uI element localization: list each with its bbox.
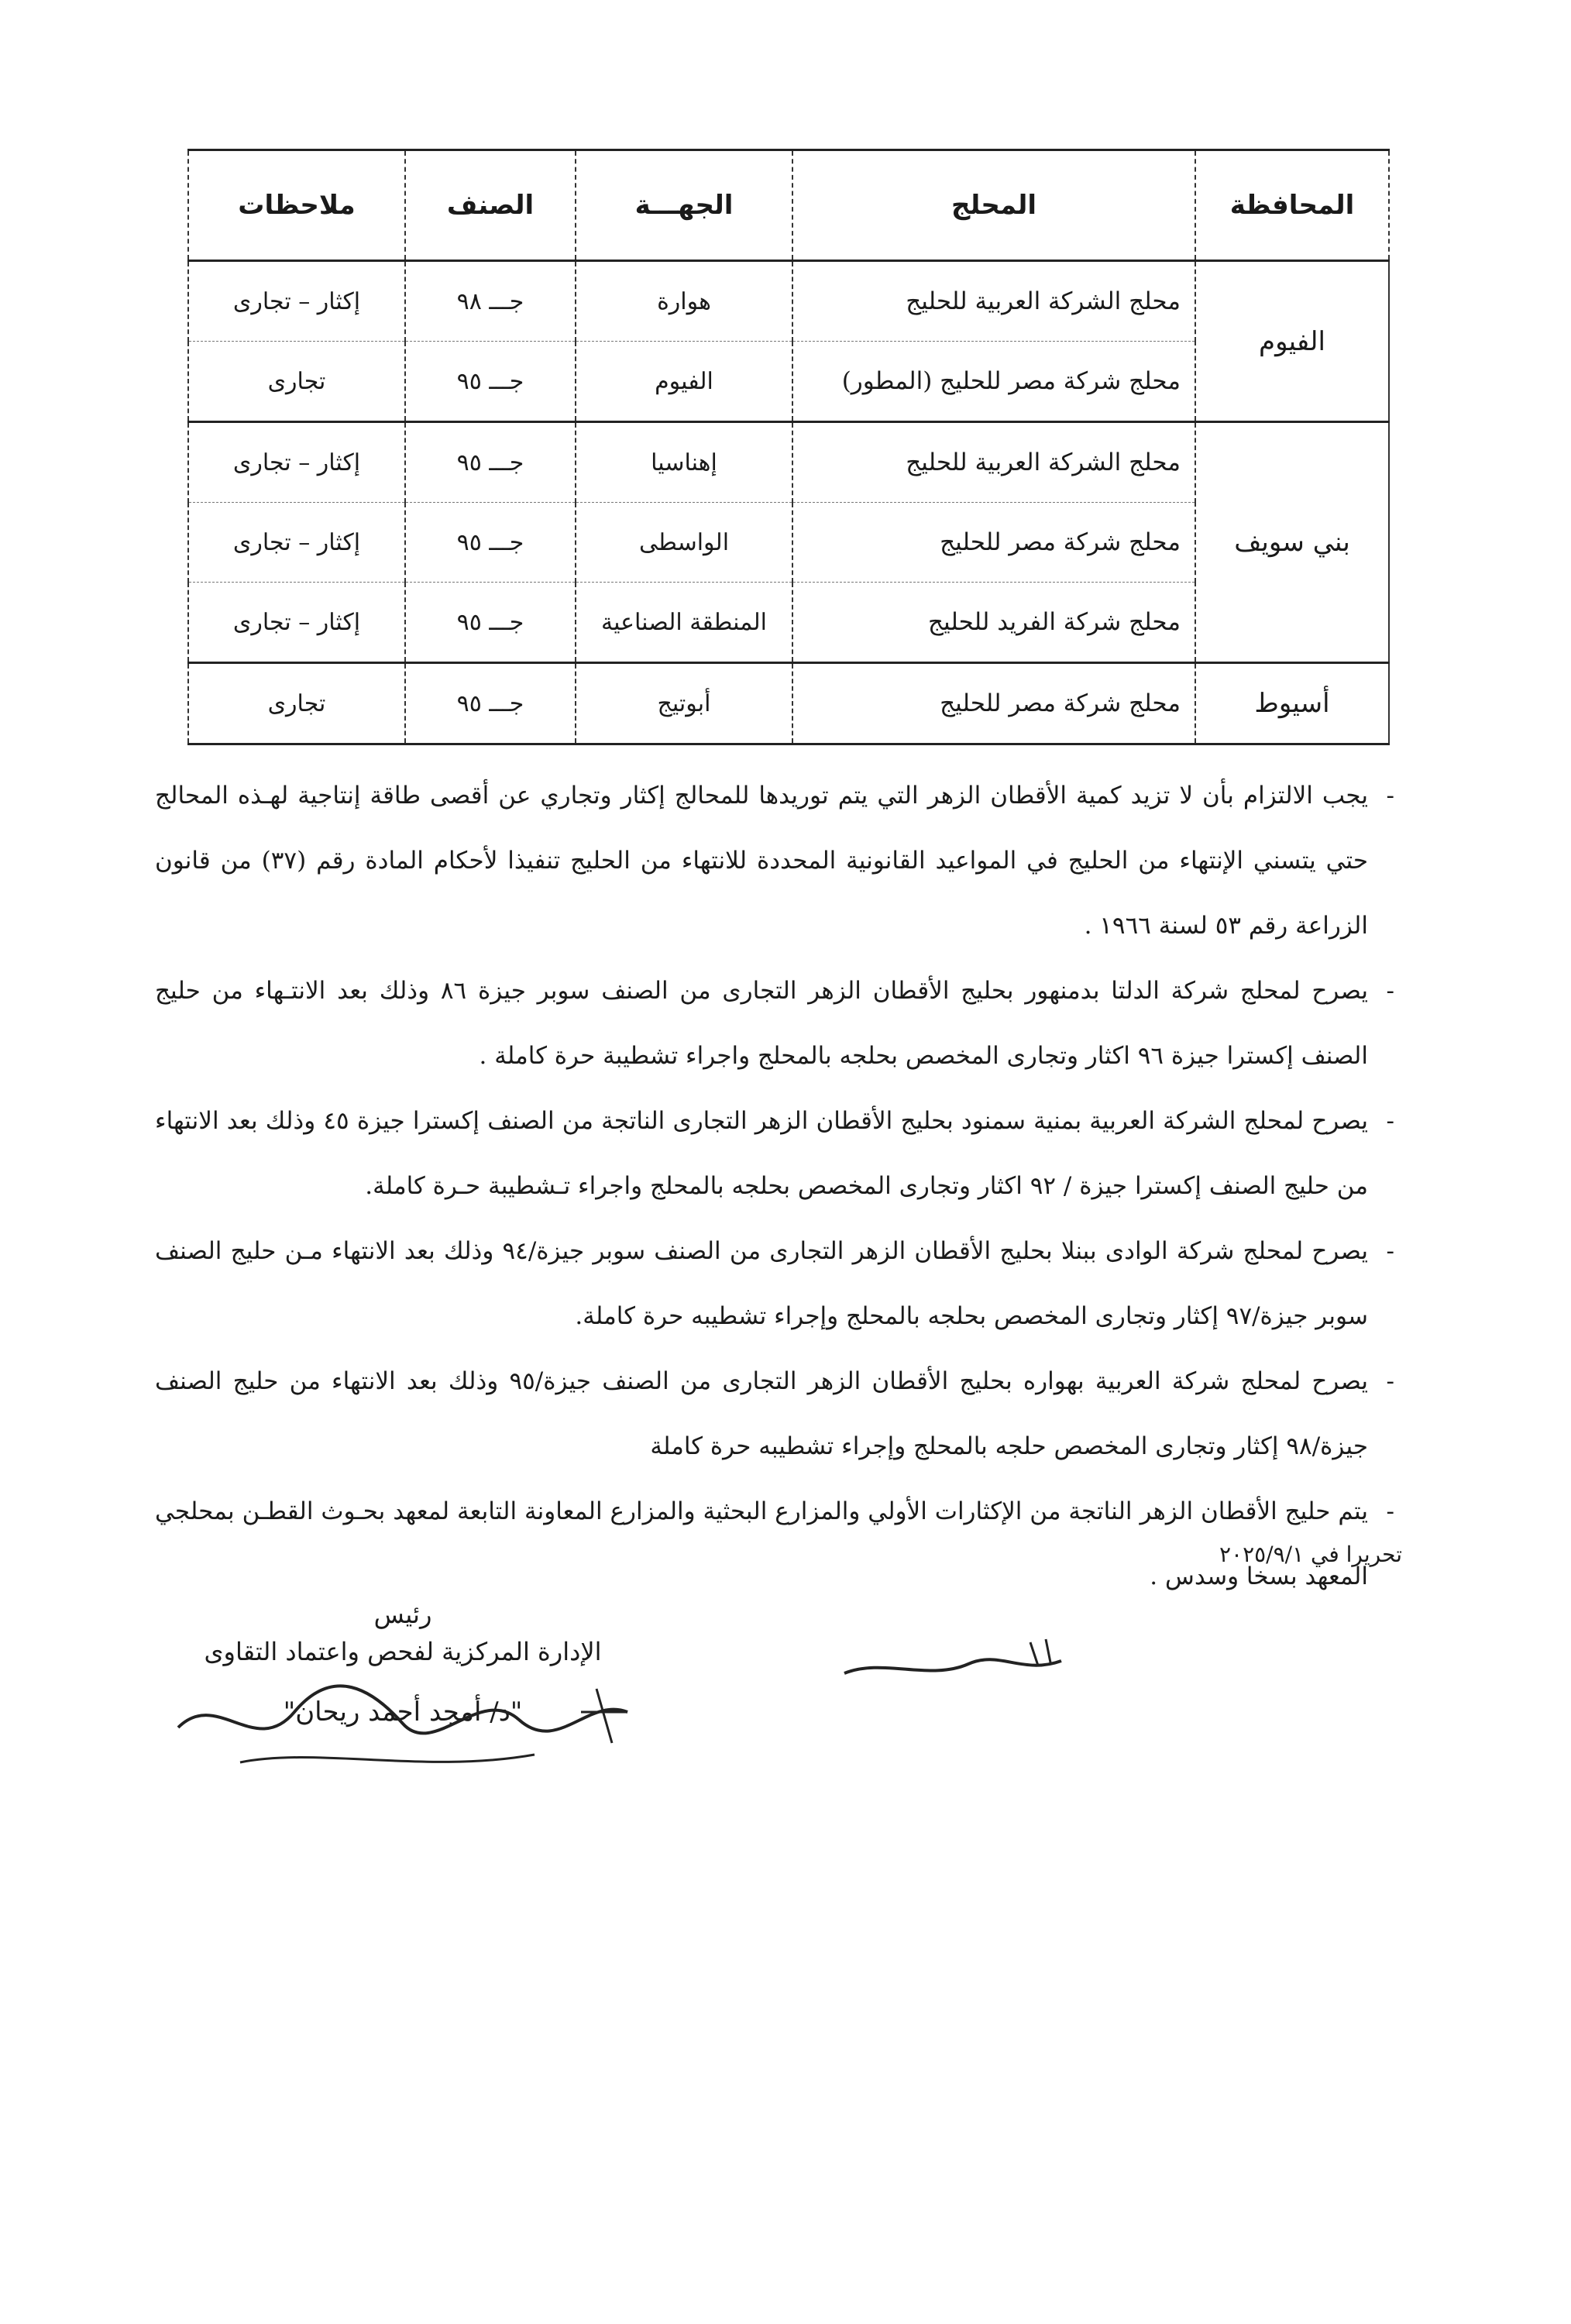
cell-notes: إكثار – تجارى: [188, 422, 405, 503]
header-grade: الصنف: [405, 150, 576, 261]
cell-notes: إكثار – تجارى: [188, 261, 405, 342]
header-notes: ملاحظات: [188, 150, 405, 261]
cell-gin: محلج الشركة العربية للحليج: [792, 261, 1195, 342]
cell-location: إهناسيا: [576, 422, 792, 503]
cell-grade: جـــ ٩٥: [405, 422, 576, 503]
signatory-name: "د/ أمجد أحمد ريحان": [283, 1697, 523, 1728]
cell-grade: جـــ ٩٥: [405, 342, 576, 422]
cell-notes: إكثار – تجارى: [188, 503, 405, 583]
note-item: - يصرح لمحلج الشركة العربية بمنية سمنود بحليج الأقطان الزهر التجارى الناتجة من الصنف إكسترا جيزة ٤٥ وذلك بعد الانتهاء من حليج الصنف إكسترا جيزة / ٩٢ اكثار وتجارى المخصص بحلجه بالمحلج واجراء تـشطيبة حـرة كاملة.: [155, 1088, 1394, 1219]
note-item: - يصرح لمحلج شركة العربية بهواره بحليج الأقطان الزهر التجارى من الصنف جيزة/٩٥ وذلك بعد الانتهاء من حليج الصنف جيزة/٩٨ إكثار وتجارى المخصص حلجه بالمحلج وإجراء تشطيبه حرة كاملة: [155, 1349, 1394, 1479]
note-item: - يصرح لمحلج شركة الدلتا بدمنهور بحليج الأقطان الزهر التجارى من الصنف سوبر جيزة ٨٦ وذلك بعد الانتـهاء من حليج الصنف إكسترا جيزة ٩٦ اكثار وتجارى المخصص بحلجه بالمحلج واجراء تشطيبة حرة كاملة .: [155, 958, 1394, 1088]
cell-gin: محلج شركة مصر للحليج (المطور): [792, 342, 1195, 422]
cell-location: المنطقة الصناعية: [576, 583, 792, 663]
cell-gin: محلج شركة الفريد للحليج: [792, 583, 1195, 663]
cell-grade: جـــ ٩٥: [405, 663, 576, 744]
table-row: [188, 422, 1389, 503]
cell-notes: تجارى: [188, 663, 405, 744]
note-item: - يتم حليج الأقطان الزهر الناتجة من الإكثارات الأولي والمزارع البحثية والمزارع المعاونة التابعة لمعهد بحـوث القطـن بمحلجي المعهد بسخا وسدس .: [155, 1479, 1394, 1609]
cell-grade: جـــ ٩٥: [405, 503, 576, 583]
table-row: [188, 261, 1389, 342]
cell-grade: جـــ ٩٨: [405, 261, 576, 342]
handwritten-signature-icon: [147, 1596, 658, 1797]
signature-department: الإدارة المركزية لفحص واعتماد التقاوى: [204, 1637, 602, 1666]
cell-location: أبوتيج: [576, 663, 792, 744]
notes-list: [155, 763, 1394, 1609]
signature-block: [147, 1596, 658, 1797]
note-item: - يصرح لمحلج شركة الوادى ببنلا بحليج الأقطان الزهر التجارى من الصنف سوبر جيزة/٩٤ وذلك بعد الانتهاء مـن حليج الصنف سوبر جيزة/٩٧ إكثار وتجارى المخصص بحلجه بالمحلج وإجراء تشطيبه حرة كاملة.: [155, 1219, 1394, 1349]
issue-date: تحريرا في ٢٠٢٥/٩/١: [1219, 1542, 1402, 1567]
header-governorate: المحافظة: [1195, 150, 1389, 261]
cell-governorate: الفيوم: [1195, 261, 1389, 422]
gin-allocation-table: [187, 149, 1390, 745]
cell-gin: محلج الشركة العربية للحليج: [792, 422, 1195, 503]
header-location: الجهـــة: [576, 150, 792, 261]
cell-location: الفيوم: [576, 342, 792, 422]
cell-grade: جـــ ٩٥: [405, 583, 576, 663]
cell-notes: إكثار – تجارى: [188, 583, 405, 663]
cell-notes: تجارى: [188, 342, 405, 422]
cell-location: الواسطى: [576, 503, 792, 583]
header-gin: المحلج: [792, 150, 1195, 261]
table-header-row: [188, 150, 1389, 261]
signature-title: رئيس: [373, 1600, 432, 1629]
note-item: - يجب الالتزام بأن لا تزيد كمية الأقطان الزهر التي يتم توريدها للمحالج إكثار وتجاري عن أقصى طاقة إنتاجية لهـذه المحالج حتي يتسني الإنتهاء من الحليج في المواعيد القانونية المحددة للانتهاء من الحليج تنفيذا لأحكام المادة رقم (٣٧) من قانون الزراعة رقم ٥٣ لسنة ١٩٦٦ .: [155, 763, 1394, 958]
cell-gin: محلج شركة مصر للحليج: [792, 663, 1195, 744]
cell-gin: محلج شركة مصر للحليج: [792, 503, 1195, 583]
cell-governorate: أسيوط: [1195, 663, 1389, 744]
initials-signature-icon: [837, 1627, 1069, 1697]
table-row: [188, 663, 1389, 744]
cell-governorate: بني سويف: [1195, 422, 1389, 663]
cell-location: هوارة: [576, 261, 792, 342]
